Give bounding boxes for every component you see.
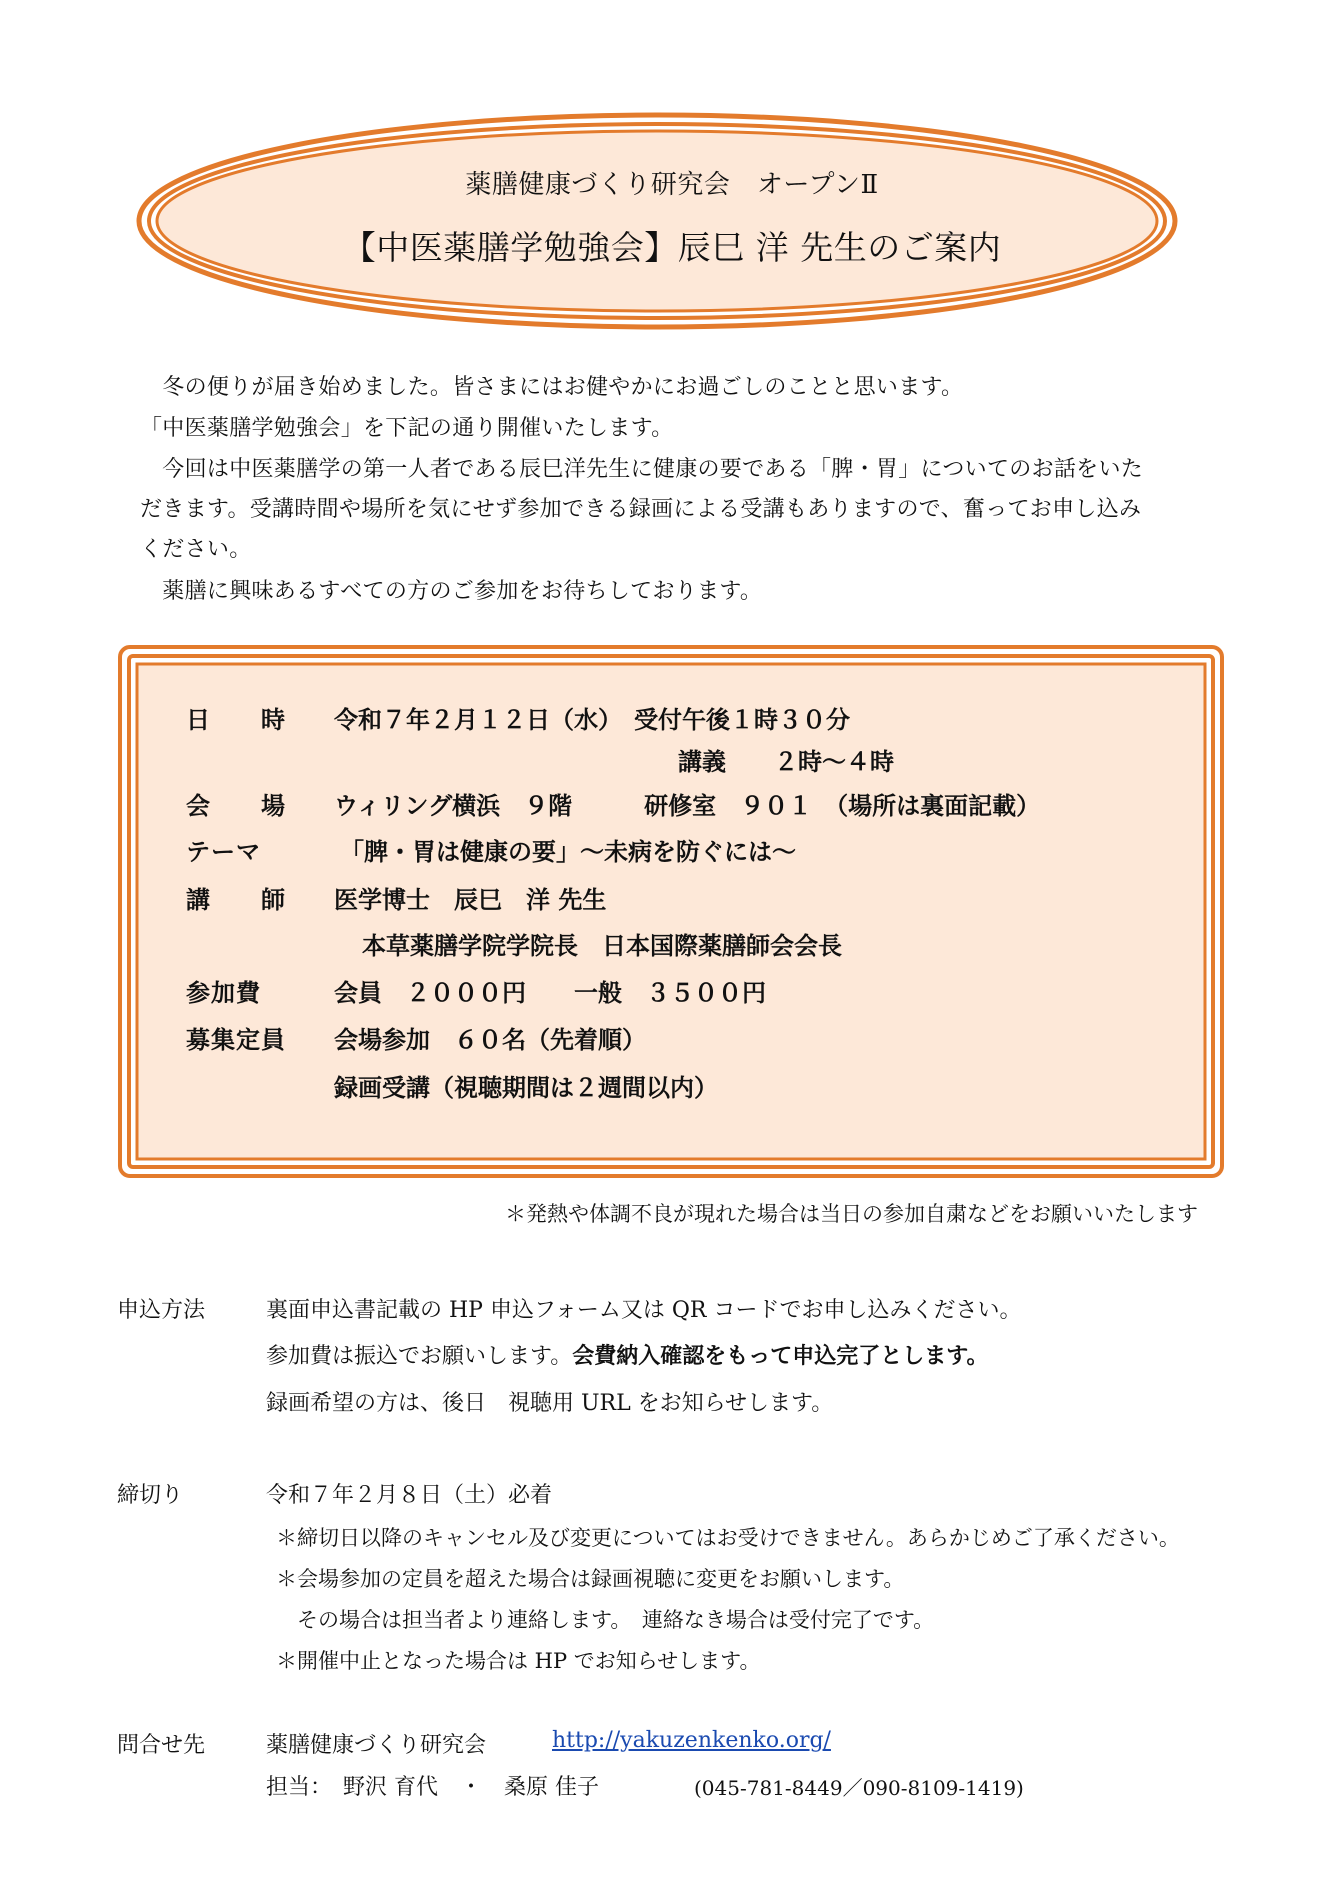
page-title: 【中医薬膳学勉強会】辰巳 洋 先生のご案内 <box>342 228 1002 267</box>
contact-label: 問合せ先 <box>117 1733 206 1758</box>
deadline-value: 令和７年２月８日（土）必着 <box>266 1483 553 1508</box>
lecturer-label: 講 師 <box>186 886 286 914</box>
fee-label: 参加費 <box>186 979 261 1007</box>
recording-value: 録画受講（視聴期間は２週間以内） <box>334 1074 718 1102</box>
health-note: ＊発熱や体調不良が現れた場合は当日の参加自粛などをお願いいたします <box>505 1202 1198 1226</box>
contact-person: 担当： 野沢 育代 ・ 桑原 佳子 <box>266 1775 599 1800</box>
application-line-2 <box>266 1339 989 1370</box>
lecturer-title: 本草薬膳学院学院長 日本国際薬膳師会会長 <box>362 932 842 960</box>
intro-line-4: だきます。受講時間や場所を気にせず参加できる録画による受講もありますので、奮ってお申し込み <box>140 497 1142 522</box>
intro-line-3: 今回は中医薬膳学の第一人者である辰巳洋先生に健康の要である「脾・胃」についてのお話をいた <box>140 457 1144 482</box>
deadline-note-3: その場合は担当者より連絡します。 連絡なき場合は受付完了です。 <box>276 1608 935 1632</box>
contact-url-link[interactable]: http://yakuzenkenko.org/ <box>552 1728 831 1753</box>
header-subtitle: 薬膳健康づくり研究会 オープンⅡ <box>465 170 879 200</box>
intro-line-5: ください。 <box>140 537 252 562</box>
contact-org: 薬膳健康づくり研究会 <box>266 1733 487 1758</box>
application-line-3: 録画希望の方は、後日 視聴用 URL をお知らせします。 <box>266 1391 834 1416</box>
application-line-2-plain: 参加費は振込でお願いします。 <box>266 1344 573 1369</box>
intro-line-2: 「中医薬膳学勉強会」を下記の通り開催いたします。 <box>140 416 674 441</box>
deadline-note-2: ＊会場参加の定員を超えた場合は録画視聴に変更をお願いします。 <box>276 1567 905 1591</box>
lecturer-value: 医学博士 辰巳 洋 先生 <box>334 886 607 914</box>
date-value: 令和７年２月１２日（水） 受付午後１時３０分 <box>334 706 850 734</box>
contact-phone: (045-781-8449／090-8109-1419) <box>694 1776 1024 1800</box>
date-label: 日 時 <box>186 706 286 734</box>
theme-label: テーマ <box>186 838 261 866</box>
lecture-time: 講義 ２時～４時 <box>678 748 894 776</box>
capacity-value: 会場参加 ６０名（先着順） <box>334 1026 646 1054</box>
capacity-label: 募集定員 <box>186 1026 286 1054</box>
intro-line-6: 薬膳に興味あるすべての方のご参加をお待ちしております。 <box>140 579 763 604</box>
venue-label: 会 場 <box>186 792 286 820</box>
theme-value: 「脾・胃は健康の要」～未病を防ぐには～ <box>340 838 796 866</box>
deadline-note-4: ＊開催中止となった場合は HP でお知らせします。 <box>276 1649 761 1673</box>
header-ellipse <box>136 112 1178 330</box>
deadline-note-1: ＊締切日以降のキャンセル及び変更についてはお受けできません。あらかじめご了承ください。 <box>276 1526 1180 1550</box>
deadline-label: 締切り <box>117 1483 184 1508</box>
intro-line-1: 冬の便りが届き始めました。皆さまにはお健やかにお過ごしのことと思います。 <box>140 375 964 400</box>
fee-value: 会員 ２０００円 一般 ３５００円 <box>334 979 766 1007</box>
venue-value: ウィリング横浜 ９階 研修室 ９０１ （場所は裏面記載） <box>334 792 1041 820</box>
application-line-1: 裏面申込書記載の HP 申込フォーム又は QR コードでお申し込みください。 <box>266 1298 1022 1323</box>
application-label: 申込方法 <box>117 1298 206 1323</box>
application-line-2-bold: 会費納入確認をもって申込完了とします。 <box>572 1344 989 1369</box>
